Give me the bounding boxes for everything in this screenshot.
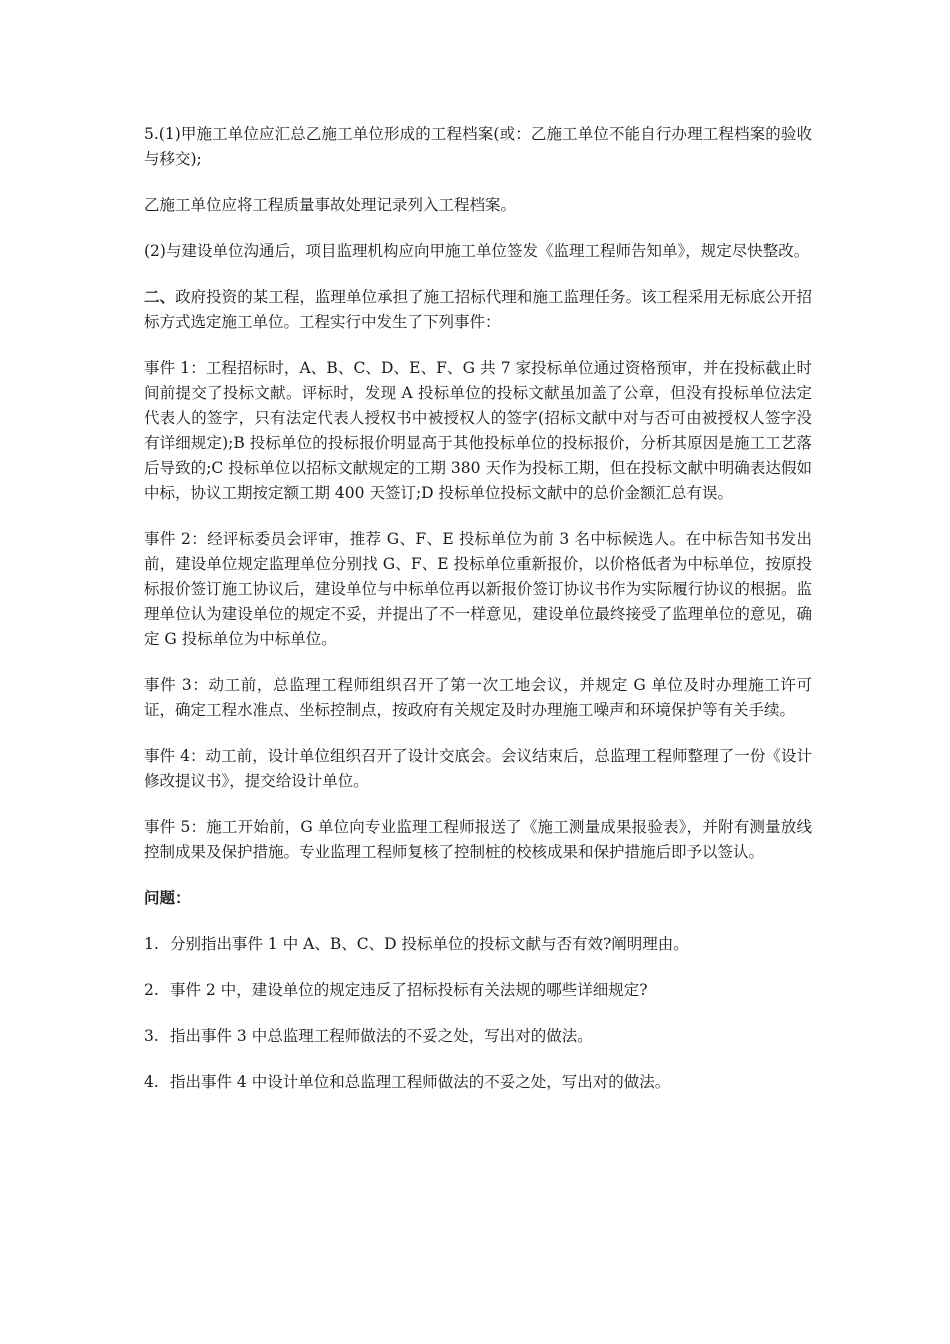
case-two-intro	[144, 285, 812, 335]
question-text: 事件 2 中，建设单位的规定违反了招标投标有关法规的哪些详细规定?	[170, 981, 648, 999]
event-3: 事件 3：动工前，总监理工程师组织召开了第一次工地会议，并规定 G 单位及时办理施工许可证，确定工程水准点、坐标控制点，按政府有关规定及时办理施工噪声和环境保护等有关手续。	[144, 676, 812, 719]
question-text: 指出事件 4 中设计单位和总监理工程师做法的不妥之处，写出对的做法。	[170, 1073, 671, 1091]
event-1: 事件 1：工程招标时，A、B、C、D、E、F、G 共 7 家投标单位通过资格预审，并在投标截止时间前提交了投标文献。评标时，发现 A 投标单位的投标文献虽加盖了公章，但没有投标单位法定代表人的签字，只有法定代表人授权书中被授权人的签字(招标文献中对与否可由被授权人签字没有详细规定);B 投标单位的投标报价明显高于其他投标单位的投标报价，分析其原因是施工工艺落后导致的;C 投标单位以招标文献规定的工期 380 天作为投标工期，但在投标文献中明确表达假如中标，协议工期按定额工期 400 天签订;D 投标单位投标文献中的总价金额汇总有误。	[144, 359, 812, 502]
question-3	[144, 1024, 812, 1049]
event-5: 事件 5：施工开始前，G 单位向专业监理工程师报送了《施工测量成果报验表》，并附有测量放线控制成果及保护措施。专业监理工程师复核了控制桩的校核成果和保护措施后即予以签认。	[144, 818, 812, 861]
case-two-heading: 二、	[144, 288, 176, 306]
event-2: 事件 2：经评标委员会评审，推荐 G、F、E 投标单位为前 3 名中标候选人。在中标告知书发出前，建设单位规定监理单位分别找 G、F、E 投标单位重新报价，以价格低者为中标单位，按原投标报价签订施工协议后，建设单位与中标单位再以新报价签订协议书作为实际履行协议的根据。监理单位认为建设单位的规定不妥，并提出了不一样意见，建设单位最终接受了监理单位的意见，确定 G 投标单位为中标单位。	[144, 530, 812, 648]
question-number: 1.	[144, 935, 159, 953]
case-two-intro-text: 政府投资的某工程，监理单位承担了施工招标代理和施工监理任务。该工程采用无标底公开招标方式选定施工单位。工程实行中发生了下列事件：	[144, 288, 812, 331]
answer-5-part1b: 乙施工单位应将工程质量事故处理记录列入工程档案。	[144, 196, 517, 214]
question-number: 4.	[144, 1073, 159, 1091]
questions-heading: 问题：	[144, 889, 191, 907]
question-number: 2.	[144, 981, 159, 999]
event-4: 事件 4：动工前，设计单位组织召开了设计交底会。会议结束后，总监理工程师整理了一份《设计修改提议书》，提交给设计单位。	[144, 747, 812, 790]
question-number: 3.	[144, 1027, 159, 1045]
question-4	[144, 1070, 812, 1095]
question-1	[144, 932, 812, 957]
answer-5-part1: 5.(1)甲施工单位应汇总乙施工单位形成的工程档案(或：乙施工单位不能自行办理工程档案的验收与移交);	[144, 125, 812, 168]
question-2	[144, 978, 812, 1003]
question-text: 分别指出事件 1 中 A、B、C、D 投标单位的投标文献与否有效?阐明理由。	[170, 935, 689, 953]
answer-5-part2: (2)与建设单位沟通后，项目监理机构应向甲施工单位签发《监理工程师告知单》，规定尽快整改。	[144, 242, 810, 260]
question-text: 指出事件 3 中总监理工程师做法的不妥之处，写出对的做法。	[170, 1027, 593, 1045]
